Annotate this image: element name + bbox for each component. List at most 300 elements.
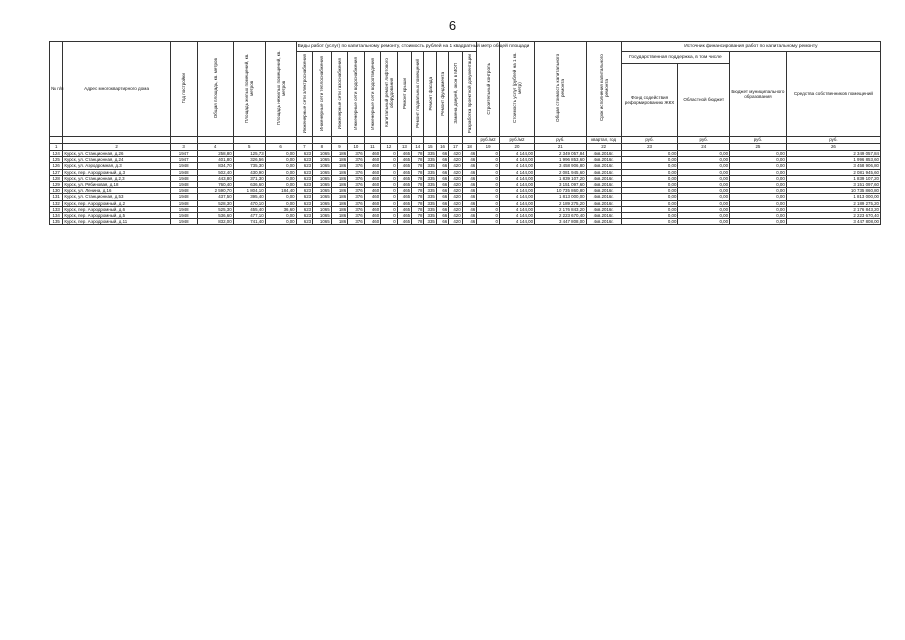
table-cell: 460 [364, 200, 381, 206]
table-cell: 0 [477, 206, 500, 212]
header-work-lift: Капитальный ремонт лифтового оборудования [381, 52, 398, 137]
address-cell: Курск, пер. Аэродромный, д.11 [63, 219, 170, 225]
table-cell: 741,40 [233, 219, 265, 225]
table-cell: 1948 [170, 175, 197, 181]
table-cell: 376 [348, 157, 365, 163]
table-cell: 623 [296, 169, 313, 175]
table-cell: 78 [412, 163, 424, 169]
header-owners-funds: Средства собственников помещений [786, 52, 880, 137]
header-nonliving-area: Площадь нежилых помещений, кв. метров [265, 42, 296, 137]
table-cell: 420 [449, 182, 462, 188]
table-cell: 623 [296, 213, 313, 219]
table-cell: 132 [50, 200, 63, 206]
header-work-design-docs: Разработка проектной документации [462, 52, 477, 137]
table-cell: 0 [381, 151, 398, 157]
table-cell: 465 [397, 219, 411, 225]
table-cell: 1065 [313, 163, 332, 169]
table-cell: 126 [50, 163, 63, 169]
unit-cell: руб. [730, 137, 787, 144]
table-cell: 186 [331, 163, 348, 169]
table-cell: 78 [412, 188, 424, 194]
table-cell: 0,00 [265, 182, 296, 188]
capital-repair-table [49, 41, 881, 225]
table-cell: 636,60 [233, 182, 265, 188]
table-cell: 420 [449, 194, 462, 200]
table-cell: 455,40 [233, 206, 265, 212]
table-cell: 66 [436, 219, 448, 225]
unit-cell: руб./м2 [499, 137, 534, 144]
address-cell: Курск, пер. Аэродромный, д.2 [63, 200, 170, 206]
table-cell: 1 813 000,00 [535, 194, 587, 200]
table-cell: 184,40 [265, 188, 296, 194]
table-body [50, 151, 881, 225]
column-number-cell: 2 [63, 144, 170, 151]
header-work-facade: Ремонт фасада [424, 52, 436, 137]
table-cell: 4кв.2016г. [586, 169, 621, 175]
table-cell: 0 [381, 206, 398, 212]
table-cell: 0 [381, 175, 398, 181]
table-cell: 3 458 906,80 [535, 163, 587, 169]
column-number-cell: 1 [50, 144, 63, 151]
header-gov-support-group: Государственная поддержка, в том числе [621, 52, 729, 64]
column-number-cell: 8 [313, 144, 332, 151]
table-cell: 0,00 [730, 175, 787, 181]
table-cell: 1 839 107,20 [786, 175, 880, 181]
table-cell: 0,00 [678, 200, 730, 206]
unit-cell: квартал, год [586, 137, 621, 144]
table-cell: 0,00 [265, 157, 296, 163]
table-cell: 2 176 843,20 [535, 206, 587, 212]
table-cell: 0,00 [678, 213, 730, 219]
address-cell: Курск, ул. Станционная, д.53 [63, 194, 170, 200]
column-number-cell: 3 [170, 144, 197, 151]
table-cell: 131 [50, 194, 63, 200]
table-cell: 460 [364, 169, 381, 175]
table-cell: 465 [397, 213, 411, 219]
table-cell: 2 081 945,60 [535, 169, 587, 175]
table-cell: 186 [331, 157, 348, 163]
header-number: № п/п [50, 42, 63, 137]
table-cell: 1065 [313, 157, 332, 163]
table-cell: 0 [381, 200, 398, 206]
column-number-cell: 26 [786, 144, 880, 151]
table-cell: 0,00 [621, 200, 678, 206]
table-cell: 66 [436, 169, 448, 175]
table-cell: 4 144,00 [499, 182, 534, 188]
table-cell: 186 [331, 188, 348, 194]
unit-cell: руб./м2 [477, 137, 500, 144]
table-cell: 66 [436, 182, 448, 188]
table-cell: 460 [364, 194, 381, 200]
table-cell: 0,00 [265, 163, 296, 169]
table-cell: 0,00 [678, 157, 730, 163]
header-living-area: Площадь жилых помещений, кв. метров [233, 42, 265, 137]
header-construction-control: Строительный контроль [477, 42, 500, 137]
table-cell: 3 151 097,60 [786, 182, 880, 188]
table-cell: 133 [50, 206, 63, 212]
column-number-cell: 5 [233, 144, 265, 151]
table-cell: 46 [462, 157, 477, 163]
table-cell: 0,00 [678, 169, 730, 175]
table-cell: 525,30 [197, 206, 233, 212]
table-cell: 1948 [170, 182, 197, 188]
table-cell: 0 [381, 188, 398, 194]
table-cell: 420 [449, 169, 462, 175]
table-cell: 186 [331, 194, 348, 200]
table-cell: 0,00 [678, 175, 730, 181]
table-cell: 3 447 808,00 [535, 219, 587, 225]
table-cell: 66 [436, 151, 448, 157]
column-number-cell: 16 [436, 144, 448, 151]
column-number-cell: 7 [296, 144, 313, 151]
table-cell: 335 [424, 219, 436, 225]
address-cell: Курск, ул. Аэродромная, д.3 [63, 163, 170, 169]
table-cell: 4 144,00 [499, 188, 534, 194]
table-cell: 0,00 [730, 206, 787, 212]
table-cell: 0,00 [730, 151, 787, 157]
table-cell: 335 [424, 163, 436, 169]
table-cell: 443,80 [197, 175, 233, 181]
table-cell: 4 144,00 [499, 157, 534, 163]
table-cell: 1065 [313, 219, 332, 225]
table-cell: 623 [296, 206, 313, 212]
table-cell: 760,40 [197, 182, 233, 188]
table-cell: 0,00 [730, 194, 787, 200]
table-cell: 78 [412, 182, 424, 188]
table-cell: 186 [331, 151, 348, 157]
table-cell: 4 144,00 [499, 175, 534, 181]
table-cell: 46 [462, 182, 477, 188]
column-number-cell: 21 [535, 144, 587, 151]
header-funding-group: Источник финансирования работ по капитальному ремонту [621, 42, 880, 52]
header-work-gas: Инженерные сети газоснабжения [331, 52, 348, 137]
table-cell: 4 144,00 [499, 213, 534, 219]
table-cell: 66 [436, 200, 448, 206]
table-cell: 465 [397, 175, 411, 181]
table-cell: 0,00 [621, 157, 678, 163]
table-cell: 78 [412, 219, 424, 225]
table-cell: 335 [424, 157, 436, 163]
table-cell: 46 [462, 188, 477, 194]
header-work-heating: Инженерные сети теплоснабжения [313, 52, 332, 137]
table-cell: 46 [462, 169, 477, 175]
table-cell: 376 [348, 163, 365, 169]
table-cell: 4 144,00 [499, 200, 534, 206]
table-cell: 0,00 [730, 157, 787, 163]
table-cell: 335 [424, 151, 436, 157]
table-cell: 465 [397, 157, 411, 163]
table-cell: 623 [296, 194, 313, 200]
table-cell: 376 [348, 169, 365, 175]
address-cell: Курск, пер. Аэродромный, д.5 [63, 213, 170, 219]
table-cell: 4кв.2016г. [586, 194, 621, 200]
table-cell: 128 [50, 175, 63, 181]
table-cell: 130 [50, 188, 63, 194]
table-cell: 371,30 [233, 175, 265, 181]
table-cell: 0,00 [678, 182, 730, 188]
table-cell: 0,00 [265, 175, 296, 181]
table-cell: 623 [296, 157, 313, 163]
header-work-electric: Инженерные сети электроснабжения [296, 52, 313, 137]
header-address: Адрес многоквартирного дома [63, 42, 170, 137]
table-cell: 0 [381, 163, 398, 169]
table-cell: 528,30 [197, 200, 233, 206]
table-cell: 460 [364, 151, 381, 157]
table-cell: 420 [449, 157, 462, 163]
table-cell: 335 [424, 213, 436, 219]
table-cell: 1065 [313, 200, 332, 206]
table-cell: 623 [296, 219, 313, 225]
table-cell: 258,80 [197, 151, 233, 157]
table-cell: 0,00 [621, 206, 678, 212]
table-cell: 46 [462, 175, 477, 181]
table-cell: 0,00 [678, 206, 730, 212]
table-cell: 186 [331, 213, 348, 219]
table-cell: 134 [50, 213, 63, 219]
column-number-cell: 9 [331, 144, 348, 151]
table-cell: 66 [436, 206, 448, 212]
table-cell: 0,00 [265, 219, 296, 225]
table-cell: 2 081 945,60 [786, 169, 880, 175]
table-cell: 460 [364, 213, 381, 219]
table-cell: 0 [477, 182, 500, 188]
table-cell: 78 [412, 169, 424, 175]
header-total-area: Общая площадь, кв. метров [197, 42, 233, 137]
table-cell: 420 [449, 151, 462, 157]
table-cell: 376 [348, 182, 365, 188]
table-cell: 536,60 [197, 213, 233, 219]
table-cell: 376 [348, 151, 365, 157]
table-cell: 465 [397, 206, 411, 212]
table-cell: 0 [381, 157, 398, 163]
table-cell: 2 189 275,20 [535, 200, 587, 206]
table-cell: 0,00 [621, 213, 678, 219]
table-cell: 78 [412, 200, 424, 206]
table-cell: 4кв.2016г. [586, 213, 621, 219]
table-cell: 1948 [170, 213, 197, 219]
table-cell: 4кв.2016г. [586, 206, 621, 212]
table-cell: 465 [397, 200, 411, 206]
table-cell: 186 [331, 206, 348, 212]
table-cell: 4кв.2016г. [586, 200, 621, 206]
table-cell: 376 [348, 188, 365, 194]
header-total-cost: Общая стоимость капитального ремонта [535, 42, 587, 137]
table-cell: 2 223 670,40 [535, 213, 587, 219]
table-cell: 46 [462, 194, 477, 200]
table-cell: 0,00 [678, 194, 730, 200]
table-cell: 0 [381, 219, 398, 225]
table-cell: 0,00 [265, 151, 296, 157]
table-cell: 0,00 [621, 188, 678, 194]
header-work-doors-windows: Замена дверей, окон в МОП [449, 52, 462, 137]
table-cell: 460 [364, 206, 381, 212]
table-cell: 470,10 [233, 200, 265, 206]
table-cell: 46 [462, 206, 477, 212]
table-cell: 0,00 [730, 163, 787, 169]
column-number-cell: 20 [499, 144, 534, 151]
table-cell: 335 [424, 194, 436, 200]
header-regional-budget: Областной бюджет [678, 63, 730, 136]
table-cell: 0,00 [678, 151, 730, 157]
column-number-cell: 11 [364, 144, 381, 151]
table-cell: 4кв.2016г. [586, 182, 621, 188]
table-cell: 0,00 [265, 213, 296, 219]
column-number-cell: 15 [424, 144, 436, 151]
table-cell: 430,90 [233, 169, 265, 175]
table-cell: 420 [449, 219, 462, 225]
column-number-cell: 14 [412, 144, 424, 151]
table-cell: 186 [331, 200, 348, 206]
table-cell: 186 [331, 175, 348, 181]
units-row [50, 137, 881, 144]
table-cell: 460 [364, 157, 381, 163]
address-cell: Курск, ул. Ленина, д.16 [63, 188, 170, 194]
table-cell: 1948 [170, 206, 197, 212]
table-cell: 1 996 853,60 [535, 157, 587, 163]
table-cell: 10 735 860,80 [786, 188, 880, 194]
table-cell: 124 [50, 151, 63, 157]
table-cell: 78 [412, 206, 424, 212]
table-cell: 78 [412, 175, 424, 181]
unit-cell: руб. [786, 137, 880, 144]
address-cell: Курск, пер. Аэродромный, д.6 [63, 206, 170, 212]
table-cell: 465 [397, 182, 411, 188]
table-cell: 2 176 843,20 [786, 206, 880, 212]
table-cell: 0,00 [265, 169, 296, 175]
table-cell: 0,00 [730, 213, 787, 219]
table-cell: 186 [331, 182, 348, 188]
table-cell: 420 [449, 163, 462, 169]
unit-cell: руб. [621, 137, 678, 144]
table-cell: 0,00 [265, 194, 296, 200]
table-cell: 78 [412, 151, 424, 157]
table-cell: 78 [412, 157, 424, 163]
unit-cell: руб. [678, 137, 730, 144]
table-cell: 4 144,00 [499, 219, 534, 225]
table-cell: 186 [331, 219, 348, 225]
table-cell: 4 144,00 [499, 163, 534, 169]
table-cell: 4 144,00 [499, 151, 534, 157]
table-cell: 46 [462, 219, 477, 225]
column-number-cell: 17 [449, 144, 462, 151]
table-cell: 1065 [313, 213, 332, 219]
address-cell: Курск, пер. Аэродромный, д.3 [63, 169, 170, 175]
table-cell: 4 144,00 [499, 206, 534, 212]
table-cell: 2 349 057,84 [786, 151, 880, 157]
header-work-water: Инженерные сети водоснабжения [348, 52, 365, 137]
table-cell: 623 [296, 175, 313, 181]
table-cell: 335 [424, 169, 436, 175]
table-cell: 1948 [170, 194, 197, 200]
table-cell: 1948 [170, 169, 197, 175]
column-number-cell: 19 [477, 144, 500, 151]
table-cell: 420 [449, 200, 462, 206]
table-cell: 335 [424, 188, 436, 194]
table-cell: 623 [296, 200, 313, 206]
table-cell: 0,00 [730, 169, 787, 175]
table-cell: 376 [348, 213, 365, 219]
table-cell: 0 [477, 169, 500, 175]
unit-cell: руб. [535, 137, 587, 144]
column-number-cell: 18 [462, 144, 477, 151]
table-cell: 0,00 [621, 163, 678, 169]
table-cell: 465 [397, 169, 411, 175]
table-cell: 36,60 [265, 206, 296, 212]
table-cell: 335 [424, 175, 436, 181]
table-cell: 0,00 [621, 219, 678, 225]
table-cell: 460 [364, 163, 381, 169]
header-work-roof: Ремонт крыши [397, 52, 411, 137]
table-cell: 420 [449, 188, 462, 194]
table-cell: 1065 [313, 175, 332, 181]
table-cell: 78 [412, 194, 424, 200]
table-cell: 460 [364, 175, 381, 181]
table-cell: 66 [436, 157, 448, 163]
table-cell: 4кв.2016г. [586, 175, 621, 181]
table-cell: 0,00 [678, 219, 730, 225]
table-cell: 1948 [170, 219, 197, 225]
table-cell: 3 447 808,00 [786, 219, 880, 225]
page-number: 6 [448, 18, 457, 33]
table-cell: 10 735 860,80 [535, 188, 587, 194]
table-cell: 0 [477, 151, 500, 157]
table-cell: 420 [449, 206, 462, 212]
table-cell: 4кв.2016г. [586, 157, 621, 163]
table-cell: 125,73 [233, 151, 265, 157]
address-cell: Курск, ул. Станционная, д.2,3 [63, 175, 170, 181]
table-cell: 0,00 [621, 175, 678, 181]
table-cell: 66 [436, 163, 448, 169]
table-cell: 1947 [170, 157, 197, 163]
table-cell: 1 813 000,00 [786, 194, 880, 200]
table-cell: 376 [348, 206, 365, 212]
table-cell: 623 [296, 163, 313, 169]
address-cell: Курск, ул. Станционная, д.26 [63, 151, 170, 157]
column-number-cell: 4 [197, 144, 233, 151]
table-cell: 735,30 [233, 163, 265, 169]
table-cell: 0 [477, 157, 500, 163]
address-cell: Курск, ул. Рябиновая, д.18 [63, 182, 170, 188]
table-cell: 420 [449, 175, 462, 181]
table-cell: 0,00 [621, 151, 678, 157]
header-work-sewer: Инженерные сети водоотведения [364, 52, 381, 137]
table-cell: 0 [477, 213, 500, 219]
table-cell: 335 [424, 182, 436, 188]
table-cell: 4кв.2016г. [586, 219, 621, 225]
table-cell: 0,00 [730, 200, 787, 206]
table-cell: 437,50 [197, 194, 233, 200]
table-cell: 460 [364, 219, 381, 225]
table-cell: 4кв.2016г. [586, 188, 621, 194]
table-cell: 0 [477, 188, 500, 194]
table-cell: 0 [477, 163, 500, 169]
table-cell: 1065 [313, 182, 332, 188]
table-cell: 502,40 [197, 169, 233, 175]
table-cell: 4кв.2016г. [586, 163, 621, 169]
table-cell: 46 [462, 200, 477, 206]
table-cell: 0 [477, 200, 500, 206]
table-cell: 1065 [313, 194, 332, 200]
table-cell: 66 [436, 188, 448, 194]
column-number-cell: 13 [397, 144, 411, 151]
table-cell: 66 [436, 213, 448, 219]
table-cell: 1948 [170, 163, 197, 169]
table-cell: 0,00 [621, 182, 678, 188]
table-cell: 129 [50, 182, 63, 188]
table-cell: 326,56 [233, 157, 265, 163]
column-number-cell: 22 [586, 144, 621, 151]
table-cell: 1065 [313, 206, 332, 212]
